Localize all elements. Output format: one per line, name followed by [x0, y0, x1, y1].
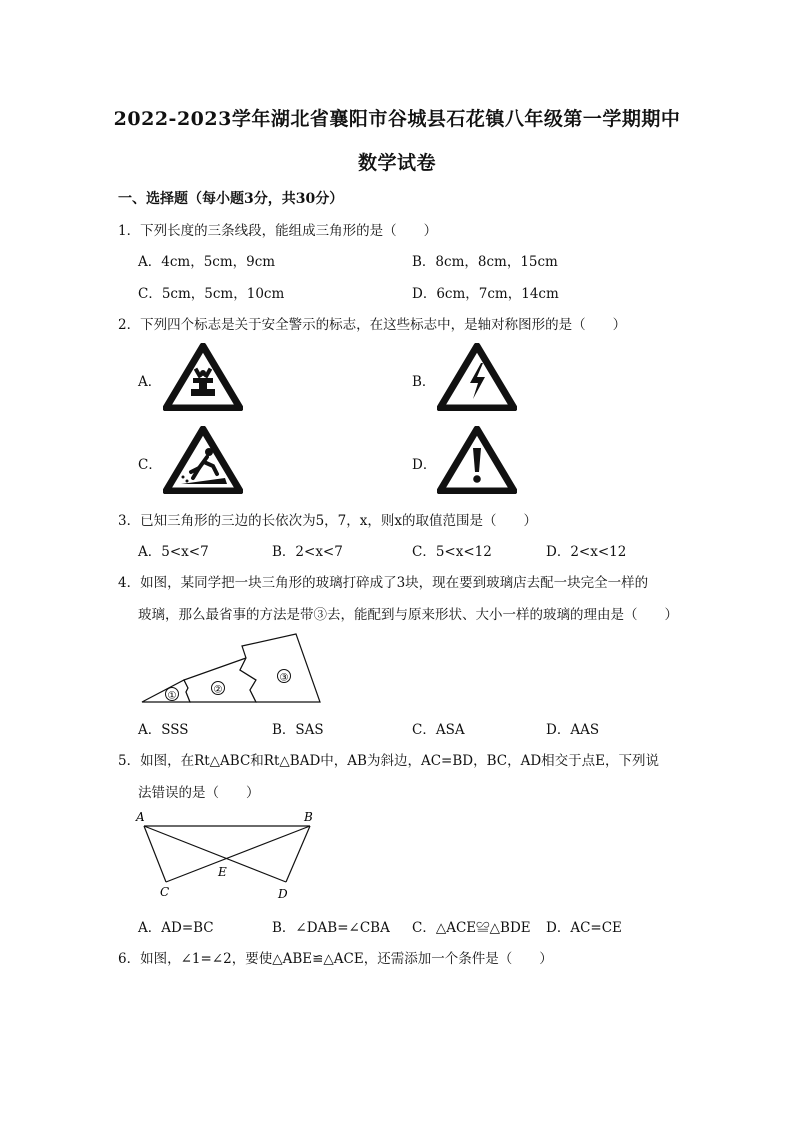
- q6-stem: 6．如图，∠1=∠2，要使△ABE≌△ACE，还需添加一个条件是（ ）: [118, 951, 553, 967]
- warning-triangle-electric-icon: [437, 343, 517, 411]
- q3-stem: 3．已知三角形的三边的长依次为5，7，x，则x的取值范围是（ ）: [118, 513, 537, 529]
- point-label-e: E: [218, 865, 227, 879]
- q2-stem: 2．下列四个标志是关于安全警示的标志，在这些标志中，是轴对称图形的是（ ）: [118, 317, 627, 333]
- q4-stem-line2: 玻璃，那么最省事的方法是带③去，能配到与原来形状、大小一样的玻璃的理由是（ ）: [138, 607, 678, 623]
- point-label-d: D: [278, 887, 288, 901]
- piece-label-1: ①: [167, 690, 177, 702]
- q5-stem-line2: 法错误的是（ ）: [138, 785, 260, 801]
- warning-triangle-machine-icon: [163, 343, 243, 411]
- exam-title-line1: 2022-2023学年湖北省襄阳市谷城县石花镇八年级第一学期期中: [113, 108, 681, 130]
- q4-option-c: C．ASA: [412, 722, 465, 738]
- q1-option-b: B．8cm，8cm，15cm: [412, 254, 558, 270]
- q2-option-b: B．: [412, 374, 436, 390]
- q4-option-b: B．SAS: [272, 722, 324, 738]
- piece-label-2: ②: [213, 684, 223, 696]
- q3-option-c: C．5<x<12: [412, 544, 492, 560]
- q3-option-b: B．2<x<7: [272, 544, 343, 560]
- piece-label-3: ③: [279, 672, 289, 684]
- q5-option-a: A．AD=BC: [138, 920, 214, 936]
- warning-triangle-slip-icon: [163, 426, 243, 494]
- q1-option-d: D．6cm，7cm，14cm: [412, 286, 559, 302]
- q1-option-a: A．4cm，5cm，9cm: [138, 254, 276, 270]
- exam-title-line2: 数学试卷: [357, 152, 436, 174]
- q4-option-a: A．SSS: [138, 722, 189, 738]
- point-label-b: B: [304, 810, 313, 824]
- q2-option-d: D．: [412, 457, 437, 473]
- q3-option-a: A．5<x<7: [138, 544, 209, 560]
- point-label-a: A: [136, 810, 145, 824]
- q3-option-d: D．2<x<12: [546, 544, 627, 560]
- point-label-c: C: [160, 885, 170, 899]
- q5-stem-line1: 5．如图，在Rt△ABC和Rt△BAD中，AB为斜边，AC=BD，BC，AD相交于点E，下列说: [118, 753, 660, 769]
- q5-option-d: D．AC=CE: [546, 920, 622, 936]
- q1-stem: 1．下列长度的三条线段，能组成三角形的是（ ）: [118, 223, 438, 239]
- q5-triangles-figure: [130, 806, 330, 902]
- q2-option-a: A．: [138, 374, 162, 390]
- q4-option-d: D．AAS: [546, 722, 600, 738]
- section-multiple-choice: 一、选择题（每小题3分，共30分）: [118, 191, 344, 207]
- glass-piece-3: [240, 634, 320, 702]
- q2-option-c: C．: [138, 457, 162, 473]
- q5-option-c: C．△ACE≌△BDE: [412, 920, 531, 936]
- q4-broken-glass-figure: [136, 628, 326, 708]
- q4-stem-line1: 4．如图，某同学把一块三角形的玻璃打碎成了3块，现在要到玻璃店去配一块完全一样的: [118, 575, 649, 591]
- warning-triangle-exclamation-icon: [437, 426, 517, 494]
- q5-option-b: B．∠DAB=∠CBA: [272, 920, 390, 936]
- q1-option-c: C．5cm，5cm，10cm: [138, 286, 285, 302]
